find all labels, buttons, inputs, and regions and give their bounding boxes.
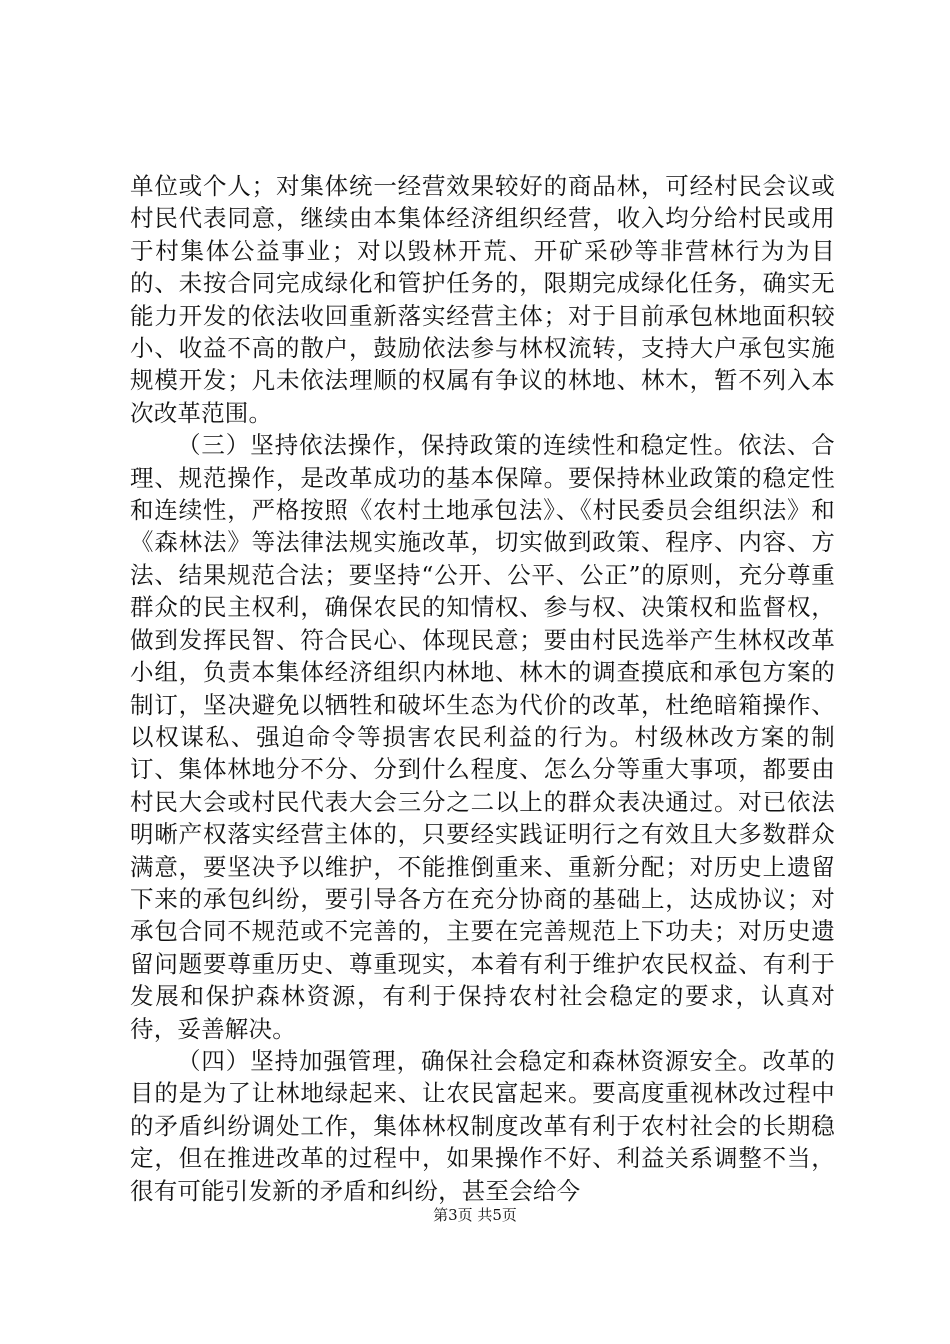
document-body <box>130 170 835 1207</box>
paragraph-continuation: 单位或个人；对集体统一经营效果较好的商品林，可经村民会议或村民代表同意，继续由本集体经济组织经营，收入均分给村民或用于村集体公益事业；对以毁林开荒、开矿采砂等非营林行为为目的、未按合同完成绿化和管护任务的，限期完成绿化任务，确实无能力开发的依法收回重新落实经营主体；对于目前承包林地面积较小、收益不高的散户，鼓励依法参与林权流转，支持大户承包实施规模开发；凡未依法理顺的权属有争议的林地、林木，暂不列入本次改革范围。 <box>130 172 835 427</box>
paragraph-section-three: （三）坚持依法操作，保持政策的连续性和稳定性。依法、合理、规范操作，是改革成功的基本保障。要保持林业政策的稳定性和连续性，严格按照《农村土地承包法》、《村民委员会组织法》和《森林法》等法律法规实施改革，切实做到政策、程序、内容、方法、结果规范合法；要坚持“公开、公平、公正”的原则，充分尊重群众的民主权利，确保农民的知情权、参与权、决策权和监督权，做到发挥民智、符合民心、体现民意；要由村民选举产生林权改革小组，负责本集体经济组织内林地、林木的调查摸底和承包方案的制订，坚决避免以牺牲和破坏生态为代价的改革，杜绝暗箱操作、以权谋私、强迫命令等损害农民利益的行为。村级林改方案的制订、集体林地分不分、分到什么程度、怎么分等重大事项，都要由村民大会或村民代表大会三分之二以上的群众表决通过。对已依法明晰产权落实经营主体的，只要经实践证明行之有效且大多数群众满意，要坚决予以维护，不能推倒重来、重新分配；对历史上遗留下来的承包纠纷，要引导各方在充分协商的基础上，达成协议；对承包合同不规范或不完善的，主要在完善规范上下功夫；对历史遗留问题要尊重历史、尊重现实，本着有利于维护农民权益、有利于发展和保护森林资源，有利于保持农村社会稳定的要求，认真对待，妥善解决。 <box>130 431 835 1043</box>
paragraph-section-four: （四）坚持加强管理，确保社会稳定和森林资源安全。改革的目的是为了让林地绿起来、让农民富起来。要高度重视林改过程中的矛盾纠纷调处工作，集体林权制度改革有利于农村社会的长期稳定，但在推进改革的过程中，如果操作不好、利益关系调整不当，很有可能引发新的矛盾和纠纷，甚至会给今 <box>130 1046 835 1205</box>
page-number-footer: 第3页 共5页 <box>433 1206 517 1224</box>
